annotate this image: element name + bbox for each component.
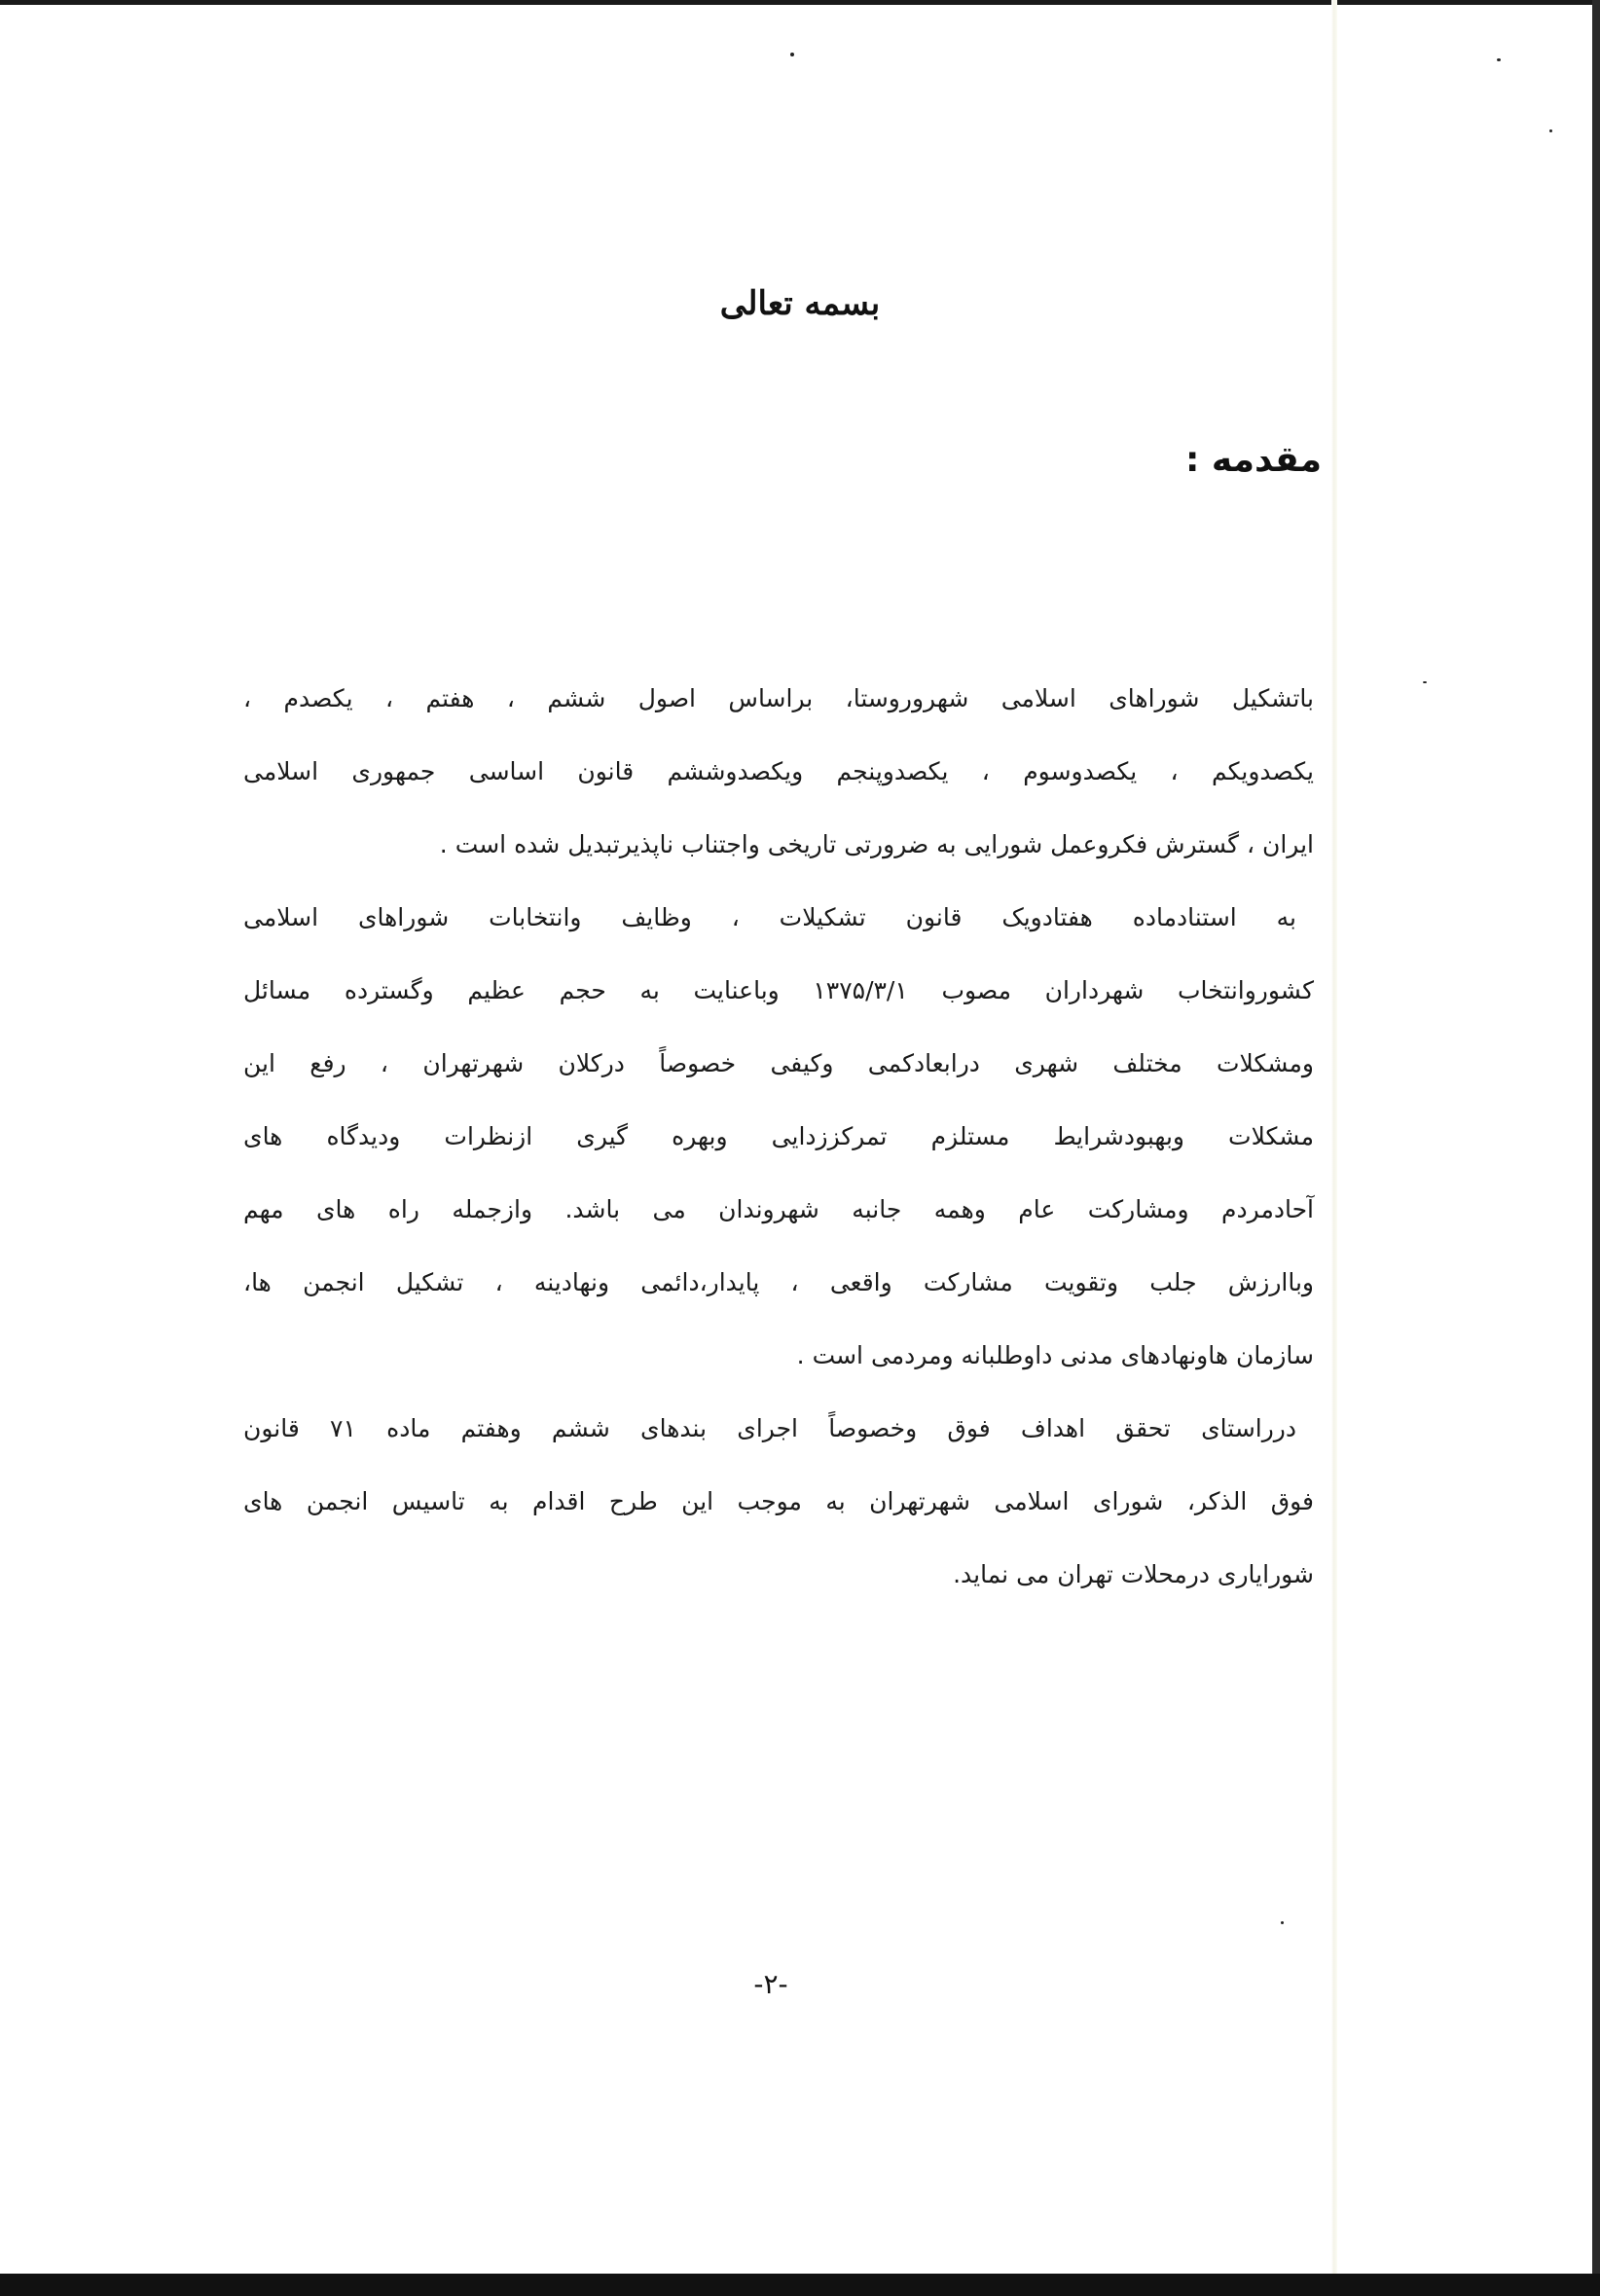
text-line: ایران ، گسترش فکروعمل شورایی به ضرورتی تاریخی واجتناب ناپذیرتبدیل شده است . — [439, 830, 1314, 858]
body-text — [243, 662, 1314, 1611]
text-line: شورایاری درمحلات تهران می نماید. — [953, 1560, 1314, 1588]
paragraph-2 — [243, 881, 1314, 1392]
scan-edge-top — [0, 0, 1600, 5]
scan-edge-right — [1592, 0, 1600, 2274]
scan-speck — [1423, 681, 1427, 683]
text-line: وباارزش جلب وتقویت مشارکت واقعی ، پایدار،دائمی ونهادینه ، تشکیل انجمن ها، — [243, 1268, 1314, 1296]
text-line: مشکلات وبهبودشرایط مستلزم تمرکززدایی وبهره گیری ازنظرات ودیدگاه های — [243, 1122, 1314, 1150]
scan-speck — [790, 53, 794, 56]
page-fold-shadow — [1331, 0, 1337, 2274]
text-line: درراستای تحقق اهداف فوق وخصوصاً اجرای بندهای ششم وهفتم ماده ۷۱ قانون — [243, 1414, 1297, 1442]
text-line: آحادمردم ومشارکت عام وهمه جانبه شهروندان می باشد. وازجمله راه های مهم — [243, 1195, 1314, 1223]
scan-speck — [1281, 1921, 1284, 1924]
text-line: یکصدویکم ، یکصدوسوم ، یکصدوپنجم ویکصدوششم قانون اساسی جمهوری اسلامی — [243, 757, 1314, 785]
basmala-title: بسمه تعالی — [719, 284, 881, 323]
text-line: سازمان هاونهادهای مدنی داوطلبانه ومردمی است . — [796, 1341, 1314, 1369]
scan-speck — [1497, 58, 1501, 61]
text-line: باتشکیل شوراهای اسلامی شهروروستا، براساس اصول ششم ، هفتم ، یکصدم ، — [243, 684, 1314, 712]
text-line: کشوروانتخاب شهرداران مصوب ۱۳۷۵/۳/۱ وباعنایت به حجم عظیم وگسترده مسائل — [243, 976, 1314, 1004]
text-line: به استنادماده هفتادویک قانون تشکیلات ، وظایف وانتخابات شوراهای اسلامی — [243, 903, 1296, 931]
paragraph-3 — [243, 1392, 1314, 1611]
paragraph-1 — [243, 662, 1314, 881]
section-heading: مقدمه : — [1184, 440, 1322, 480]
text-line: ومشکلات مختلف شهری درابعادکمی وکیفی خصوصاً درکلان شهرتهران ، رفع این — [243, 1049, 1314, 1077]
page-number: -۲- — [753, 1968, 788, 2000]
scan-edge-bottom — [0, 2274, 1600, 2296]
scan-speck — [1549, 129, 1552, 132]
text-line: فوق الذکر، شورای اسلامی شهرتهران به موجب این طرح اقدام به تاسیس انجمن های — [243, 1487, 1314, 1515]
